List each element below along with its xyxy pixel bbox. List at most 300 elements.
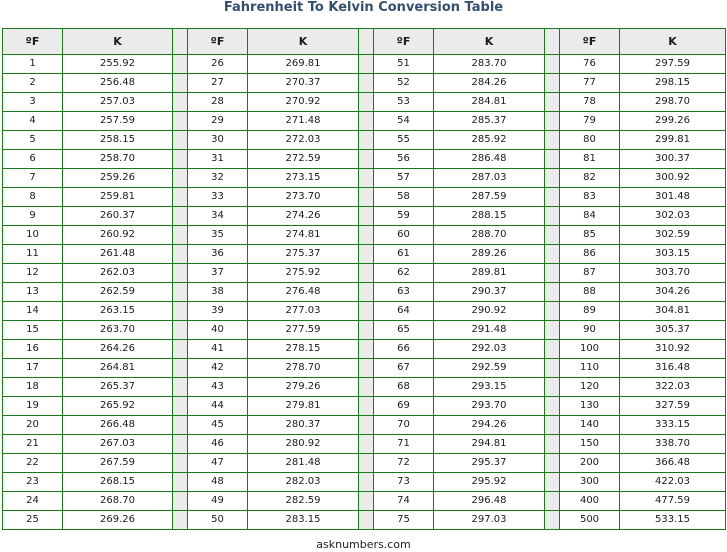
fahrenheit-cell: 55 (374, 131, 434, 150)
fahrenheit-cell: 74 (374, 492, 434, 511)
fahrenheit-cell: 54 (374, 112, 434, 131)
column-gap (359, 226, 374, 245)
fahrenheit-cell: 5 (3, 131, 63, 150)
fahrenheit-cell: 61 (374, 245, 434, 264)
fahrenheit-cell: 400 (560, 492, 620, 511)
table-row (3, 112, 726, 131)
column-gap (545, 302, 560, 321)
column-gap (545, 321, 560, 340)
column-gap (173, 169, 188, 188)
column-gap (173, 416, 188, 435)
column-gap (173, 207, 188, 226)
fahrenheit-cell: 19 (3, 397, 63, 416)
fahrenheit-cell: 53 (374, 93, 434, 112)
column-gap (173, 93, 188, 112)
fahrenheit-cell: 30 (188, 131, 248, 150)
fahrenheit-cell: 34 (188, 207, 248, 226)
kelvin-cell: 292.03 (434, 340, 545, 359)
table-row (3, 207, 726, 226)
table-row (3, 74, 726, 93)
fahrenheit-cell: 43 (188, 378, 248, 397)
kelvin-cell: 255.92 (63, 55, 173, 74)
kelvin-cell: 270.37 (248, 74, 359, 93)
kelvin-cell: 316.48 (620, 359, 726, 378)
kelvin-cell: 291.48 (434, 321, 545, 340)
column-gap (173, 397, 188, 416)
kelvin-cell: 288.15 (434, 207, 545, 226)
table-row (3, 264, 726, 283)
column-gap (359, 340, 374, 359)
fahrenheit-cell: 72 (374, 454, 434, 473)
column-gap (545, 207, 560, 226)
kelvin-cell: 260.92 (63, 226, 173, 245)
column-gap (545, 131, 560, 150)
column-gap (173, 321, 188, 340)
fahrenheit-cell: 120 (560, 378, 620, 397)
column-gap (359, 55, 374, 74)
kelvin-cell: 259.26 (63, 169, 173, 188)
kelvin-cell: 276.48 (248, 283, 359, 302)
kelvin-cell: 262.59 (63, 283, 173, 302)
fahrenheit-cell: 51 (374, 55, 434, 74)
column-gap (359, 359, 374, 378)
column-gap (359, 207, 374, 226)
kelvin-cell: 272.59 (248, 150, 359, 169)
table-row (3, 226, 726, 245)
column-gap (173, 29, 188, 55)
fahrenheit-cell: 13 (3, 283, 63, 302)
fahrenheit-cell: 150 (560, 435, 620, 454)
fahrenheit-cell: 500 (560, 511, 620, 530)
column-gap (545, 473, 560, 492)
kelvin-cell: 277.03 (248, 302, 359, 321)
table-row (3, 55, 726, 74)
fahrenheit-cell: 59 (374, 207, 434, 226)
kelvin-cell: 299.26 (620, 112, 726, 131)
column-gap (359, 378, 374, 397)
kelvin-cell: 261.48 (63, 245, 173, 264)
column-gap (173, 74, 188, 93)
kelvin-cell: 303.15 (620, 245, 726, 264)
fahrenheit-cell: 18 (3, 378, 63, 397)
fahrenheit-cell: 78 (560, 93, 620, 112)
column-gap (359, 302, 374, 321)
kelvin-cell: 300.37 (620, 150, 726, 169)
fahrenheit-cell: 49 (188, 492, 248, 511)
column-gap (545, 492, 560, 511)
fahrenheit-cell: 12 (3, 264, 63, 283)
column-gap (545, 150, 560, 169)
fahrenheit-cell: 26 (188, 55, 248, 74)
header-fahrenheit: ºF (374, 29, 434, 55)
kelvin-cell: 264.26 (63, 340, 173, 359)
kelvin-cell: 477.59 (620, 492, 726, 511)
kelvin-cell: 273.70 (248, 188, 359, 207)
fahrenheit-cell: 87 (560, 264, 620, 283)
column-gap (545, 29, 560, 55)
table-row (3, 302, 726, 321)
fahrenheit-cell: 15 (3, 321, 63, 340)
kelvin-cell: 295.92 (434, 473, 545, 492)
column-gap (545, 112, 560, 131)
fahrenheit-cell: 23 (3, 473, 63, 492)
fahrenheit-cell: 70 (374, 416, 434, 435)
kelvin-cell: 279.26 (248, 378, 359, 397)
fahrenheit-cell: 52 (374, 74, 434, 93)
kelvin-cell: 267.03 (63, 435, 173, 454)
table-row (3, 397, 726, 416)
column-gap (359, 397, 374, 416)
fahrenheit-cell: 24 (3, 492, 63, 511)
column-gap (173, 283, 188, 302)
kelvin-cell: 366.48 (620, 454, 726, 473)
kelvin-cell: 289.26 (434, 245, 545, 264)
fahrenheit-cell: 41 (188, 340, 248, 359)
table-row (3, 454, 726, 473)
table-row (3, 245, 726, 264)
column-gap (173, 55, 188, 74)
fahrenheit-cell: 8 (3, 188, 63, 207)
fahrenheit-cell: 64 (374, 302, 434, 321)
kelvin-cell: 422.03 (620, 473, 726, 492)
fahrenheit-cell: 62 (374, 264, 434, 283)
kelvin-cell: 287.03 (434, 169, 545, 188)
column-gap (545, 435, 560, 454)
column-gap (173, 454, 188, 473)
fahrenheit-cell: 82 (560, 169, 620, 188)
fahrenheit-cell: 32 (188, 169, 248, 188)
kelvin-cell: 322.03 (620, 378, 726, 397)
table-row (3, 169, 726, 188)
table-row (3, 359, 726, 378)
fahrenheit-cell: 21 (3, 435, 63, 454)
table-row (3, 473, 726, 492)
kelvin-cell: 296.48 (434, 492, 545, 511)
column-gap (545, 245, 560, 264)
kelvin-cell: 275.37 (248, 245, 359, 264)
kelvin-cell: 283.70 (434, 55, 545, 74)
fahrenheit-cell: 3 (3, 93, 63, 112)
fahrenheit-cell: 60 (374, 226, 434, 245)
fahrenheit-cell: 65 (374, 321, 434, 340)
kelvin-cell: 258.70 (63, 150, 173, 169)
kelvin-cell: 265.37 (63, 378, 173, 397)
kelvin-cell: 277.59 (248, 321, 359, 340)
column-gap (359, 492, 374, 511)
column-gap (359, 511, 374, 530)
column-gap (545, 454, 560, 473)
fahrenheit-cell: 22 (3, 454, 63, 473)
kelvin-cell: 275.92 (248, 264, 359, 283)
fahrenheit-cell: 10 (3, 226, 63, 245)
column-gap (545, 169, 560, 188)
fahrenheit-cell: 76 (560, 55, 620, 74)
kelvin-cell: 333.15 (620, 416, 726, 435)
fahrenheit-cell: 79 (560, 112, 620, 131)
kelvin-cell: 297.59 (620, 55, 726, 74)
kelvin-cell: 281.48 (248, 454, 359, 473)
fahrenheit-cell: 50 (188, 511, 248, 530)
fahrenheit-cell: 27 (188, 74, 248, 93)
fahrenheit-cell: 88 (560, 283, 620, 302)
column-gap (173, 473, 188, 492)
table-row (3, 378, 726, 397)
kelvin-cell: 268.15 (63, 473, 173, 492)
column-gap (173, 492, 188, 511)
kelvin-cell: 267.59 (63, 454, 173, 473)
fahrenheit-cell: 14 (3, 302, 63, 321)
fahrenheit-cell: 63 (374, 283, 434, 302)
kelvin-cell: 260.37 (63, 207, 173, 226)
kelvin-cell: 280.37 (248, 416, 359, 435)
table-row (3, 416, 726, 435)
kelvin-cell: 304.26 (620, 283, 726, 302)
column-gap (545, 378, 560, 397)
column-gap (173, 435, 188, 454)
column-gap (359, 150, 374, 169)
column-gap (173, 340, 188, 359)
column-gap (359, 416, 374, 435)
table-row (3, 283, 726, 302)
conversion-table (2, 28, 726, 530)
kelvin-cell: 289.81 (434, 264, 545, 283)
kelvin-cell: 271.48 (248, 112, 359, 131)
fahrenheit-cell: 73 (374, 473, 434, 492)
table-row (3, 340, 726, 359)
kelvin-cell: 278.70 (248, 359, 359, 378)
fahrenheit-cell: 29 (188, 112, 248, 131)
column-gap (173, 302, 188, 321)
kelvin-cell: 304.81 (620, 302, 726, 321)
kelvin-cell: 299.81 (620, 131, 726, 150)
kelvin-cell: 257.03 (63, 93, 173, 112)
fahrenheit-cell: 66 (374, 340, 434, 359)
kelvin-cell: 268.70 (63, 492, 173, 511)
column-gap (545, 283, 560, 302)
site-footer: asknumbers.com (316, 538, 411, 551)
column-gap (359, 283, 374, 302)
header-kelvin: K (63, 29, 173, 55)
column-gap (545, 511, 560, 530)
kelvin-cell: 292.59 (434, 359, 545, 378)
kelvin-cell: 272.03 (248, 131, 359, 150)
kelvin-cell: 274.26 (248, 207, 359, 226)
fahrenheit-cell: 42 (188, 359, 248, 378)
kelvin-cell: 285.37 (434, 112, 545, 131)
kelvin-cell: 302.03 (620, 207, 726, 226)
kelvin-cell: 301.48 (620, 188, 726, 207)
kelvin-cell: 274.81 (248, 226, 359, 245)
column-gap (173, 112, 188, 131)
fahrenheit-cell: 33 (188, 188, 248, 207)
column-gap (173, 131, 188, 150)
fahrenheit-cell: 25 (3, 511, 63, 530)
kelvin-cell: 264.81 (63, 359, 173, 378)
column-gap (545, 226, 560, 245)
header-fahrenheit: ºF (188, 29, 248, 55)
fahrenheit-cell: 200 (560, 454, 620, 473)
fahrenheit-cell: 47 (188, 454, 248, 473)
kelvin-cell: 298.15 (620, 74, 726, 93)
fahrenheit-cell: 40 (188, 321, 248, 340)
fahrenheit-cell: 4 (3, 112, 63, 131)
kelvin-cell: 310.92 (620, 340, 726, 359)
kelvin-cell: 293.70 (434, 397, 545, 416)
column-gap (173, 264, 188, 283)
column-gap (173, 150, 188, 169)
column-gap (359, 264, 374, 283)
kelvin-cell: 287.59 (434, 188, 545, 207)
fahrenheit-cell: 39 (188, 302, 248, 321)
column-gap (545, 397, 560, 416)
header-kelvin: K (434, 29, 545, 55)
kelvin-cell: 533.15 (620, 511, 726, 530)
kelvin-cell: 294.81 (434, 435, 545, 454)
kelvin-cell: 257.59 (63, 112, 173, 131)
fahrenheit-cell: 71 (374, 435, 434, 454)
column-gap (359, 245, 374, 264)
table-row (3, 435, 726, 454)
kelvin-cell: 305.37 (620, 321, 726, 340)
fahrenheit-cell: 68 (374, 378, 434, 397)
kelvin-cell: 284.81 (434, 93, 545, 112)
fahrenheit-cell: 130 (560, 397, 620, 416)
column-gap (173, 226, 188, 245)
kelvin-cell: 293.15 (434, 378, 545, 397)
column-gap (173, 188, 188, 207)
kelvin-cell: 303.70 (620, 264, 726, 283)
fahrenheit-cell: 45 (188, 416, 248, 435)
kelvin-cell: 295.37 (434, 454, 545, 473)
kelvin-cell: 286.48 (434, 150, 545, 169)
kelvin-cell: 282.59 (248, 492, 359, 511)
fahrenheit-cell: 77 (560, 74, 620, 93)
fahrenheit-cell: 83 (560, 188, 620, 207)
kelvin-cell: 280.92 (248, 435, 359, 454)
kelvin-cell: 263.70 (63, 321, 173, 340)
kelvin-cell: 294.26 (434, 416, 545, 435)
fahrenheit-cell: 81 (560, 150, 620, 169)
kelvin-cell: 300.92 (620, 169, 726, 188)
column-gap (359, 29, 374, 55)
fahrenheit-cell: 35 (188, 226, 248, 245)
header-fahrenheit: ºF (3, 29, 63, 55)
column-gap (173, 245, 188, 264)
column-gap (545, 340, 560, 359)
fahrenheit-cell: 86 (560, 245, 620, 264)
column-gap (359, 435, 374, 454)
fahrenheit-cell: 17 (3, 359, 63, 378)
column-gap (545, 264, 560, 283)
table-row (3, 511, 726, 530)
table-row (3, 150, 726, 169)
fahrenheit-cell: 9 (3, 207, 63, 226)
kelvin-cell: 279.81 (248, 397, 359, 416)
column-gap (359, 74, 374, 93)
fahrenheit-cell: 38 (188, 283, 248, 302)
fahrenheit-cell: 2 (3, 74, 63, 93)
fahrenheit-cell: 48 (188, 473, 248, 492)
header-fahrenheit: ºF (560, 29, 620, 55)
fahrenheit-cell: 67 (374, 359, 434, 378)
kelvin-cell: 290.37 (434, 283, 545, 302)
table-row (3, 93, 726, 112)
table-row (3, 131, 726, 150)
kelvin-cell: 338.70 (620, 435, 726, 454)
header-kelvin: K (620, 29, 726, 55)
page-title: Fahrenheit To Kelvin Conversion Table (223, 0, 504, 15)
table-row (3, 188, 726, 207)
column-gap (359, 473, 374, 492)
column-gap (545, 359, 560, 378)
column-gap (173, 511, 188, 530)
kelvin-cell: 298.70 (620, 93, 726, 112)
column-gap (359, 169, 374, 188)
fahrenheit-cell: 46 (188, 435, 248, 454)
column-gap (359, 454, 374, 473)
column-gap (359, 321, 374, 340)
fahrenheit-cell: 80 (560, 131, 620, 150)
fahrenheit-cell: 7 (3, 169, 63, 188)
fahrenheit-cell: 44 (188, 397, 248, 416)
fahrenheit-cell: 16 (3, 340, 63, 359)
fahrenheit-cell: 37 (188, 264, 248, 283)
fahrenheit-cell: 75 (374, 511, 434, 530)
kelvin-cell: 258.15 (63, 131, 173, 150)
fahrenheit-cell: 6 (3, 150, 63, 169)
kelvin-cell: 288.70 (434, 226, 545, 245)
column-gap (173, 359, 188, 378)
kelvin-cell: 273.15 (248, 169, 359, 188)
column-gap (545, 74, 560, 93)
fahrenheit-cell: 1 (3, 55, 63, 74)
fahrenheit-cell: 56 (374, 150, 434, 169)
table-row (3, 321, 726, 340)
column-gap (545, 93, 560, 112)
header-row (3, 29, 726, 55)
kelvin-cell: 263.15 (63, 302, 173, 321)
header-kelvin: K (248, 29, 359, 55)
column-gap (359, 93, 374, 112)
kelvin-cell: 269.26 (63, 511, 173, 530)
kelvin-cell: 256.48 (63, 74, 173, 93)
column-gap (545, 188, 560, 207)
fahrenheit-cell: 28 (188, 93, 248, 112)
fahrenheit-cell: 11 (3, 245, 63, 264)
column-gap (173, 378, 188, 397)
fahrenheit-cell: 89 (560, 302, 620, 321)
kelvin-cell: 302.59 (620, 226, 726, 245)
fahrenheit-cell: 85 (560, 226, 620, 245)
fahrenheit-cell: 100 (560, 340, 620, 359)
fahrenheit-cell: 57 (374, 169, 434, 188)
kelvin-cell: 327.59 (620, 397, 726, 416)
fahrenheit-cell: 90 (560, 321, 620, 340)
kelvin-cell: 297.03 (434, 511, 545, 530)
kelvin-cell: 270.92 (248, 93, 359, 112)
kelvin-cell: 266.48 (63, 416, 173, 435)
fahrenheit-cell: 84 (560, 207, 620, 226)
kelvin-cell: 262.03 (63, 264, 173, 283)
column-gap (545, 55, 560, 74)
column-gap (359, 188, 374, 207)
fahrenheit-cell: 31 (188, 150, 248, 169)
kelvin-cell: 283.15 (248, 511, 359, 530)
kelvin-cell: 285.92 (434, 131, 545, 150)
fahrenheit-cell: 20 (3, 416, 63, 435)
kelvin-cell: 284.26 (434, 74, 545, 93)
kelvin-cell: 269.81 (248, 55, 359, 74)
